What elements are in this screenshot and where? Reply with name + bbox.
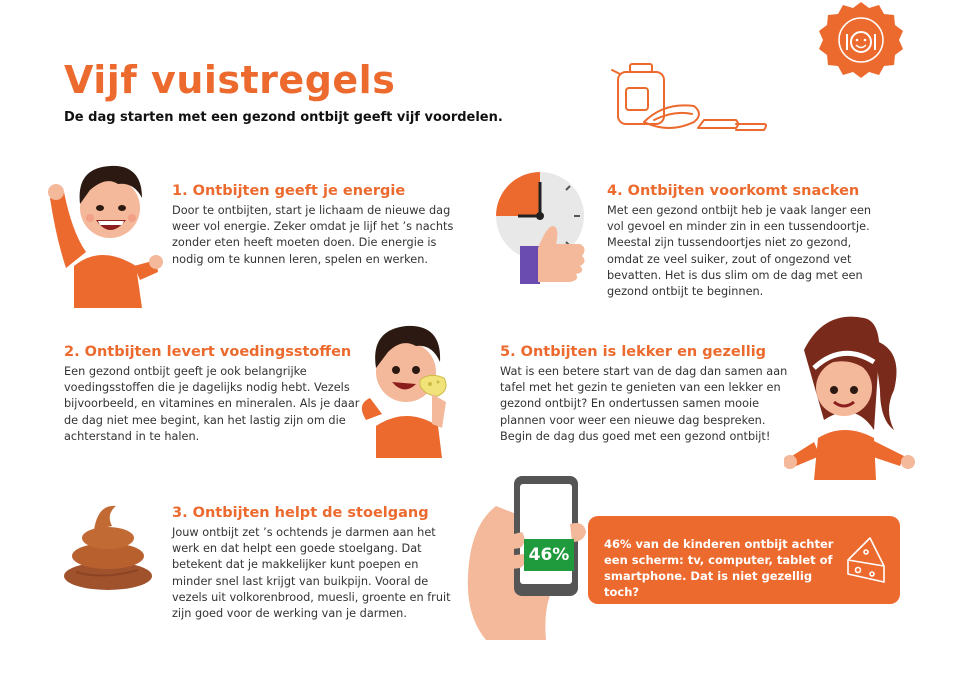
- section-nutrients: [64, 344, 364, 445]
- page-title: Vijf vuistregels: [64, 58, 396, 102]
- section-body: Jouw ontbijt zet ’s ochtends je darmen aan het werk en dat helpt een goede stoelgang. Dat betekent dat je makkelijker kunt poepen en minder snel last krijgt van buikpijn. Vooral de vezels uit volkorenbrood, muesli, groente en fruit zijn goed voor de werking van je darmen.: [172, 526, 451, 621]
- section-body: Met een gezond ontbijt heb je vaak langer een vol gevoel en minder zin in een tussendoortje. Meestal zijn tussendoortjes niet zo gezond, omdat ze veel suiker, zout of ongezond vet bevatten. Het is dus slim om de dag met een gezond ontbijt te beginnen.: [607, 204, 872, 299]
- girl-illustration: [784, 310, 924, 480]
- poop-icon: [62, 500, 154, 592]
- boy-eating-illustration: [346, 298, 466, 458]
- nationaal-schoolontbijt-logo: [806, 0, 916, 100]
- smartphone-hand-icon: [466, 476, 590, 640]
- section-heading: 3. Ontbijten helpt de stoelgang: [172, 505, 429, 521]
- section-digestion: [172, 505, 457, 622]
- screen-time-callout: [588, 516, 900, 604]
- section-energy: [172, 183, 462, 268]
- clock-thumbs-up-icon: [490, 168, 600, 293]
- section-body: Door te ontbijten, start je lichaam de nieuwe dag weer vol energie. Zeker omdat je lijf het ’s nachts zonder eten heeft moeten doen. Die energie is nodig om te kunnen leren, spelen en werken.: [172, 204, 454, 266]
- section-heading: 4. Ontbijten voorkomt snacken: [607, 183, 860, 199]
- section-heading: 2. Ontbijten levert voedingsstoffen: [64, 344, 352, 360]
- section-snacks: [607, 183, 887, 300]
- section-heading: 1. Ontbijten geeft je energie: [172, 183, 406, 199]
- callout-text: 46% van de kinderen ontbijt achter een scherm: tv, computer, tablet of smartphone. Dat is niet gezellig toch?: [604, 537, 834, 599]
- section-heading: 5. Ontbijten is lekker en gezellig: [500, 344, 767, 360]
- section-body: Een gezond ontbijt geeft je ook belangrijke voedingsstoffen die je dagelijks nodig hebt. Vezels bijvoorbeeld, en vitamines en mineralen. Als je daar de dag niet mee begint, kan het lastig zijn om die achterstand in te halen.: [64, 365, 360, 443]
- boy-cheering-illustration: [46, 148, 166, 308]
- cheese-icon: [844, 534, 892, 586]
- breakfast-jar-icon: [604, 58, 774, 140]
- section-body: Wat is een betere start van de dag dan samen aan tafel met het gezin te genieten van een lekker en gezond ontbijt? En ondertussen samen mooie plannen voor weer een nieuwe dag bespreken. Begin de dag dus goed met een gezond ontbijt!: [500, 365, 788, 443]
- percentage-tag: 46%: [524, 539, 574, 571]
- page-subtitle: De dag starten met een gezond ontbijt geeft vijf voordelen.: [64, 110, 503, 125]
- section-cozy: [500, 344, 795, 445]
